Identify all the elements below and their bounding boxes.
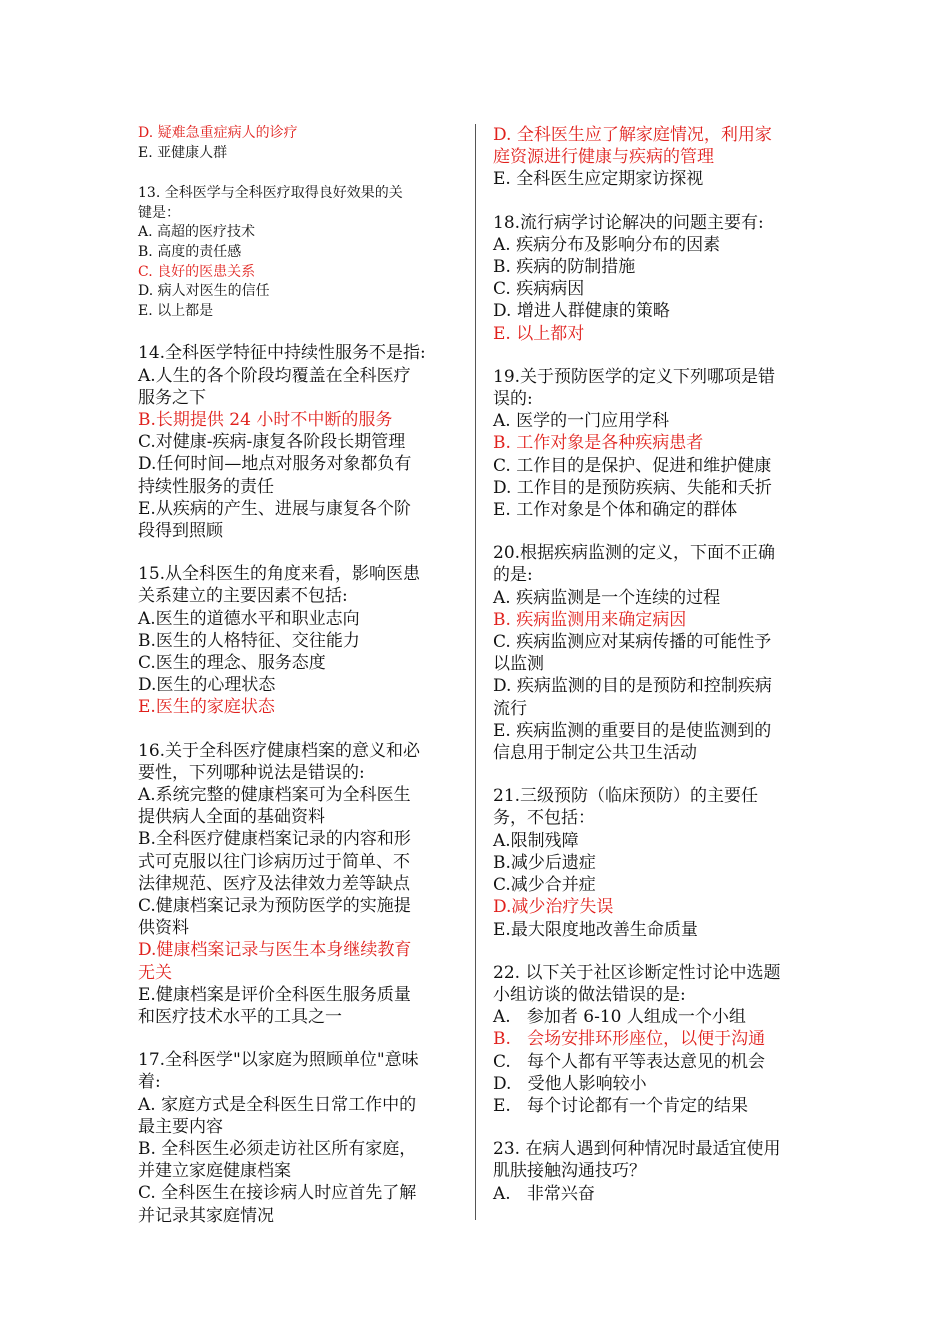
- question-block-q15: [138, 563, 460, 718]
- question-text-line: E. 疾病监测的重要目的是使监测到的: [493, 720, 772, 741]
- question-block-q20: [493, 542, 811, 764]
- question-text-line: D. 病人对医生的信任: [138, 283, 270, 300]
- question-text-line: A. 非常兴奋: [493, 1183, 595, 1204]
- question-text-line: C. 全科医生在接诊病人时应首先了解: [138, 1183, 417, 1204]
- question-block-q22: [493, 962, 811, 1117]
- question-text-line: 22. 以下关于社区诊断定性讨论中选题: [493, 962, 781, 983]
- question-text-line: 服务之下: [138, 387, 206, 408]
- question-text-line: E. 亚健康人群: [138, 144, 228, 161]
- question-text-line: C.对健康-疾病-康复各阶段长期管理: [138, 432, 406, 453]
- question-text-line: D. 增进人群健康的策略: [493, 301, 670, 322]
- question-text-line: 流行: [493, 698, 527, 719]
- question-text-line: C. 疾病病因: [493, 279, 585, 300]
- question-block-q19: [493, 366, 811, 521]
- answer-line-highlighted: D. 全科医生应了解家庭情况，利用家: [493, 125, 772, 145]
- question-text-line: D.任何时间—地点对服务对象都负有: [138, 454, 412, 475]
- question-block-q21: [493, 785, 811, 940]
- left-column: [138, 124, 460, 1248]
- question-text-line: A.医生的道德水平和职业志向: [138, 608, 360, 629]
- question-text-line: D. 疾病监测的目的是预防和控制疾病: [493, 676, 772, 697]
- answer-line-highlighted: 无关: [138, 962, 172, 983]
- question-text-line: A.系统完整的健康档案可为全科医生: [138, 785, 411, 805]
- question-text-line: 法律规范、医疗及法律效力差等缺点: [138, 873, 410, 894]
- question-text-line: C.减少合并症: [493, 875, 596, 896]
- answer-line-highlighted: D.健康档案记录与医生本身继续教育: [138, 940, 412, 961]
- question-text-line: 务，不包括：: [493, 808, 595, 829]
- question-text-line: E. 每个讨论都有一个肯定的结果: [493, 1095, 749, 1116]
- question-text-line: 以监测: [493, 654, 544, 675]
- right-column: [493, 124, 811, 1226]
- question-text-line: E. 全科医生应定期家访探视: [493, 169, 704, 190]
- question-text-line: B.全科医疗健康档案记录的内容和形: [138, 829, 411, 850]
- answer-line-highlighted: B. 疾病监测用来确定病因: [493, 609, 687, 630]
- question-text-line: 信息用于制定公共卫生活动: [493, 743, 697, 764]
- question-block-q16: [138, 740, 460, 1029]
- question-block-q12-tail: [138, 124, 460, 163]
- question-text-line: 的是:: [493, 565, 533, 586]
- question-text-line: 式可克服以往门诊病历过于简单、不: [138, 851, 410, 872]
- question-text-line: E.从疾病的产生、进展与康复各个阶: [138, 498, 411, 519]
- question-text-line: 最主要内容: [138, 1116, 223, 1137]
- question-text-line: C. 疾病监测应对某病传播的可能性予: [493, 632, 772, 653]
- column-divider: [475, 124, 476, 1220]
- question-text-line: 供资料: [138, 918, 189, 939]
- question-text-line: A. 疾病监测是一个连续的过程: [493, 587, 721, 608]
- question-text-line: 14.全科医学特征中持续性服务不是指:: [138, 343, 426, 364]
- question-block-q17-tail: [493, 124, 811, 191]
- answer-line-highlighted: B.长期提供 24 小时不中断的服务: [138, 409, 393, 430]
- question-text-line: 和医疗技术水平的工具之一: [138, 1007, 342, 1028]
- question-text-line: B.减少后遗症: [493, 852, 596, 873]
- question-text-line: 关系建立的主要因素不包括:: [138, 586, 348, 607]
- question-text-line: 小组访谈的做法错误的是:: [493, 984, 686, 1005]
- question-text-line: 段得到照顾: [138, 520, 223, 541]
- question-text-line: A. 疾病分布及影响分布的因素: [493, 234, 721, 255]
- question-text-line: D. 受他人影响较小: [493, 1073, 647, 1094]
- question-text-line: 要性，下列哪种说法是错误的:: [138, 762, 365, 783]
- question-block-q13: [138, 184, 460, 321]
- question-text-line: 20.根据疾病监测的定义，下面不正确: [493, 543, 776, 564]
- question-text-line: 17.全科医学"以家庭为照顾单位"意味: [138, 1050, 419, 1071]
- question-text-line: B.医生的人格特征、交往能力: [138, 630, 360, 651]
- question-text-line: A.人生的各个阶段均覆盖在全科医疗: [138, 365, 411, 386]
- question-text-line: D. 工作目的是预防疾病、失能和夭折: [493, 477, 772, 498]
- question-text-line: C. 每个人都有平等表达意见的机会: [493, 1051, 766, 1072]
- question-text-line: 18.流行病学讨论解决的问题主要有:: [493, 212, 764, 233]
- answer-line-highlighted: E.医生的家庭状态: [138, 697, 275, 718]
- question-text-line: 13. 全科医学与全科医疗取得良好效果的关: [138, 185, 403, 202]
- answer-line-highlighted: D. 疑难急重症病人的诊疗: [138, 125, 298, 141]
- question-text-line: 并建立家庭健康档案: [138, 1161, 291, 1182]
- question-text-line: A. 医学的一门应用学科: [493, 411, 670, 432]
- answer-line-highlighted: 庭资源进行健康与疾病的管理: [493, 147, 714, 168]
- question-text-line: 持续性服务的责任: [138, 476, 274, 497]
- question-text-line: D.医生的心理状态: [138, 675, 276, 696]
- question-text-line: 肌肤接触沟通技巧？: [493, 1161, 646, 1182]
- question-text-line: C.医生的理念、服务态度: [138, 652, 326, 673]
- answer-line-highlighted: B. 会场安排环形座位，以便于沟通: [493, 1029, 766, 1050]
- question-text-line: C.健康档案记录为预防医学的实施提: [138, 896, 411, 917]
- question-text-line: 19.关于预防医学的定义下列哪项是错: [493, 366, 776, 387]
- question-text-line: 键是：: [138, 204, 180, 221]
- answer-line-highlighted: D.减少治疗失误: [493, 897, 614, 918]
- question-block-q18: [493, 212, 811, 345]
- question-text-line: 提供病人全面的基础资料: [138, 807, 325, 828]
- question-text-line: E.最大限度地改善生命质量: [493, 919, 698, 940]
- question-block-q17: [138, 1049, 460, 1227]
- answer-line-highlighted: B. 工作对象是各种疾病患者: [493, 433, 704, 454]
- question-text-line: E. 工作对象是个体和确定的群体: [493, 500, 738, 521]
- question-text-line: E. 以上都是: [138, 302, 214, 319]
- question-text-line: B. 疾病的防制措施: [493, 257, 636, 278]
- question-text-line: 着:: [138, 1072, 161, 1093]
- question-text-line: B. 高度的责任感: [138, 243, 242, 260]
- question-text-line: A.限制残障: [493, 830, 579, 851]
- question-text-line: 并记录其家庭情况: [138, 1205, 274, 1226]
- question-text-line: 15.从全科医生的角度来看，影响医患: [138, 564, 421, 585]
- question-text-line: A. 参加者 6-10 人组成一个小组: [493, 1007, 746, 1028]
- question-text-line: 16.关于全科医疗健康档案的意义和必: [138, 740, 421, 761]
- question-text-line: E.健康档案是评价全科医生服务质量: [138, 984, 411, 1005]
- question-block-q14: [138, 342, 460, 542]
- question-text-line: C. 工作目的是保护、促进和维护健康: [493, 455, 772, 476]
- question-text-line: B. 全科医生必须走访社区所有家庭，: [138, 1139, 417, 1160]
- question-text-line: A. 高超的医疗技术: [138, 224, 256, 241]
- question-block-q23: [493, 1138, 811, 1205]
- question-text-line: 误的:: [493, 389, 533, 410]
- answer-line-highlighted: C. 良好的医患关系: [138, 263, 256, 280]
- question-text-line: 21.三级预防（临床预防）的主要任: [493, 786, 759, 807]
- answer-line-highlighted: E. 以上都对: [493, 323, 585, 344]
- question-text-line: A. 家庭方式是全科医生日常工作中的: [138, 1094, 417, 1115]
- question-text-line: 23. 在病人遇到何种情况时最适宜使用: [493, 1139, 781, 1160]
